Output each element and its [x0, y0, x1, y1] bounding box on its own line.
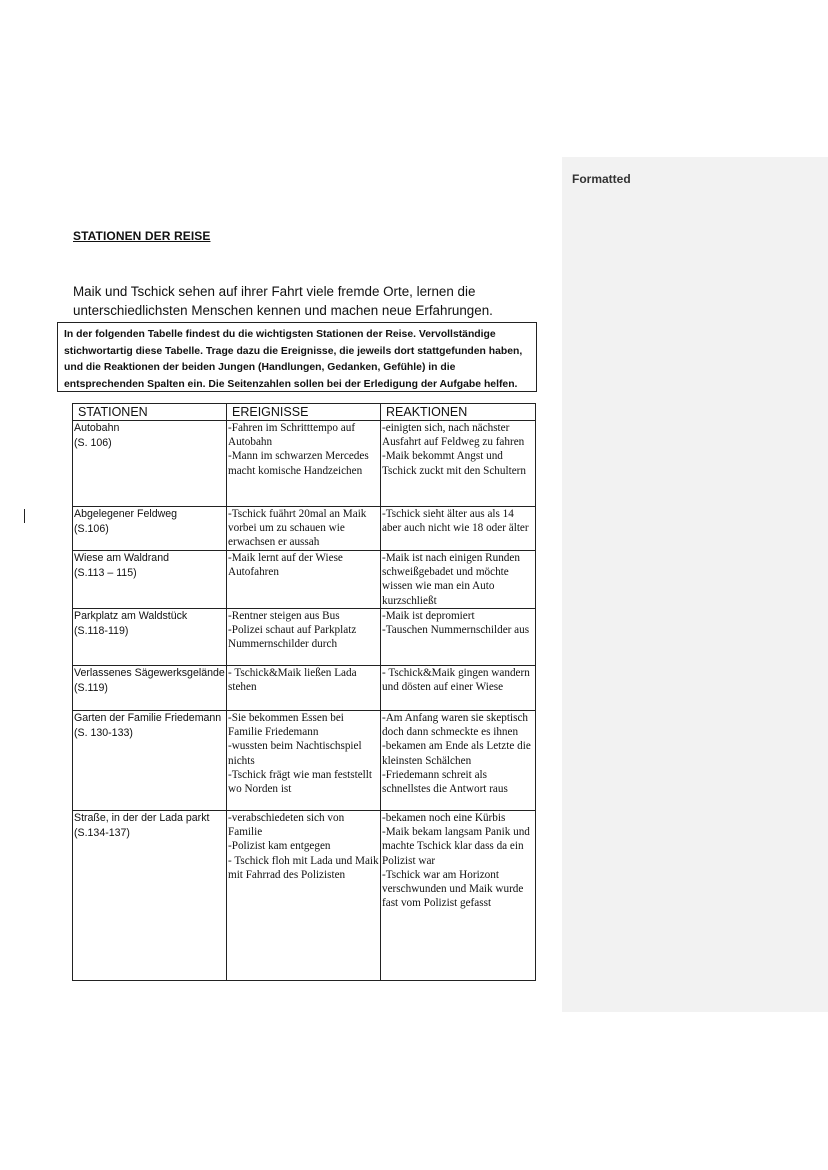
station-name: Straße, in der der Lada parkt: [74, 812, 210, 824]
station-pages: (S.119): [74, 682, 108, 694]
intro-text: Maik und Tschick sehen auf ihrer Fahrt viele fremde Orte, lernen die unterschiedlichsten Menschen kennen und machen neue Erfahrungen.: [73, 284, 493, 318]
table-row: [73, 507, 536, 551]
reactions-cell[interactable]: -Tschick sieht älter aus als 14 aber auch nicht wie 18 oder älter: [381, 507, 536, 551]
station-cell[interactable]: [73, 811, 227, 981]
comment-pane: [562, 157, 828, 1012]
station-name: Abgelegener Feldweg: [74, 508, 178, 520]
text-cursor: [24, 509, 25, 523]
station-pages: (S. 130-133): [74, 727, 133, 739]
station-cell[interactable]: [73, 551, 227, 609]
header-events: EREIGNISSE: [227, 404, 381, 421]
reactions-cell[interactable]: -Maik ist depromiert -Tauschen Nummernschilder aus: [381, 609, 536, 666]
events-cell[interactable]: - Tschick&Maik ließen Lada stehen: [227, 666, 381, 711]
reactions-cell[interactable]: -Am Anfang waren sie skeptisch doch dann schmeckte es ihnen -bekamen am Ende als Letzte die kleinsten Schälchen -Friedemann schreit als schnellstes die Antwort raus: [381, 711, 536, 811]
station-cell[interactable]: [73, 711, 227, 811]
reactions-cell[interactable]: - Tschick&Maik gingen wandern und dösten auf einer Wiese: [381, 666, 536, 711]
reactions-cell[interactable]: -bekamen noch eine Kürbis -Maik bekam langsam Panik und machte Tschick klar dass da ein Polizist war -Tschick war am Horizont verschwunden und Maik wurde fast vom Polizist gefasst: [381, 811, 536, 981]
table-row: [73, 551, 536, 609]
header-reactions: REAKTIONEN: [381, 404, 536, 421]
events-cell[interactable]: -Tschick fuährt 20mal an Maik vorbei um zu schauen wie erwachsen er aussah: [227, 507, 381, 551]
station-pages: (S. 106): [74, 437, 112, 449]
station-pages: (S.134-137): [74, 827, 130, 839]
table-row: [73, 811, 536, 981]
station-name: Verlassenes Sägewerksgelände: [74, 667, 225, 679]
reactions-cell[interactable]: -Maik ist nach einigen Runden schweißgebadet und möchte wissen wie man ein Auto kurzschließt: [381, 551, 536, 609]
station-pages: (S.118-119): [74, 625, 129, 637]
events-cell[interactable]: -Rentner steigen aus Bus -Polizei schaut auf Parkplatz Nummernschilder durch: [227, 609, 381, 666]
table-row: [73, 421, 536, 507]
table-row: [73, 609, 536, 666]
station-name: Parkplatz am Waldstück: [74, 610, 188, 622]
station-cell[interactable]: [73, 609, 227, 666]
station-cell[interactable]: [73, 507, 227, 551]
station-pages: (S.113 – 115): [74, 567, 137, 579]
events-cell[interactable]: -Sie bekommen Essen bei Familie Friedemann -wussten beim Nachtischspiel nichts -Tschick frägt wie man feststellt wo Norden ist: [227, 711, 381, 811]
header-stations: STATIONEN: [73, 404, 227, 421]
comment-heading: Formatted: [572, 172, 631, 186]
table-row: [73, 711, 536, 811]
events-cell[interactable]: -verabschiedeten sich von Familie -Polizist kam entgegen - Tschick floh mit Lada und Maik mit Fahrrad des Polizisten: [227, 811, 381, 981]
table-row: [73, 666, 536, 711]
station-cell[interactable]: [73, 666, 227, 711]
instruction-box: In der folgenden Tabelle findest du die wichtigsten Stationen der Reise. Vervollständige stichwortartig diese Tabelle. Trage dazu die Ereignisse, die jeweils dort stattgefunden haben, und die Reaktionen der beiden Jungen (Handlungen, Gedanken, Gefühle) in die entsprechenden Spalten ein. Die Seitenzahlen sollen bei der Erledigung der Aufgabe helfen.: [57, 322, 537, 392]
station-cell[interactable]: [73, 421, 227, 507]
reactions-cell[interactable]: -einigten sich, nach nächster Ausfahrt auf Feldweg zu fahren -Maik bekommt Angst und Tschick zuckt mit den Schultern: [381, 421, 536, 507]
station-name: Wiese am Waldrand: [74, 552, 169, 564]
station-pages: (S.106): [74, 523, 109, 535]
events-cell[interactable]: -Fahren im Schritttempo auf Autobahn -Mann im schwarzen Mercedes macht komische Handzeichen: [227, 421, 381, 507]
page-title: STATIONEN DER REISE: [73, 229, 211, 243]
stations-table: [72, 403, 536, 981]
station-name: Garten der Familie Friedemann: [74, 712, 222, 724]
table-header-row: [73, 404, 536, 421]
station-name: Autobahn: [74, 422, 120, 434]
events-cell[interactable]: -Maik lernt auf der Wiese Autofahren: [227, 551, 381, 609]
